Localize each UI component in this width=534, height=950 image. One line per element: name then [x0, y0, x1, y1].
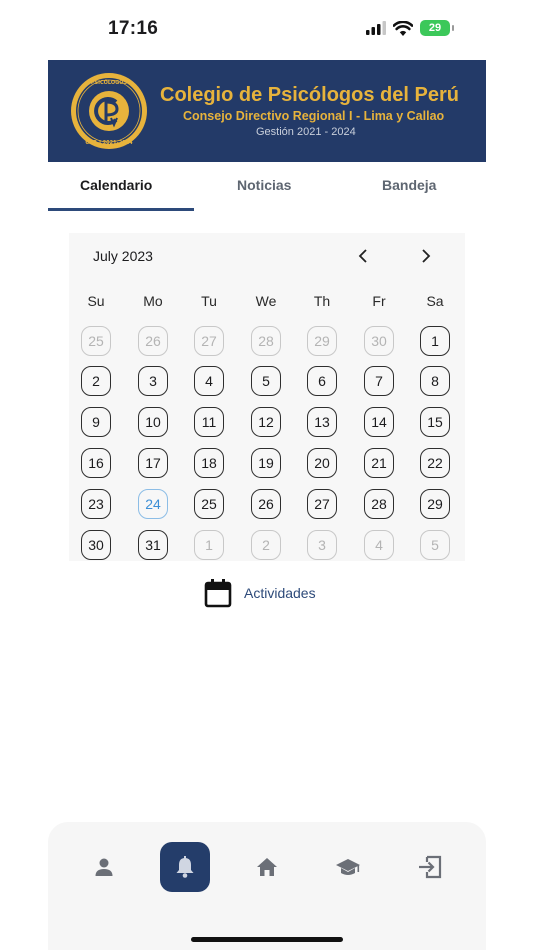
calendar-day[interactable]: 30 — [81, 530, 111, 560]
calendar-day-outside-month[interactable]: 4 — [364, 530, 394, 560]
calendar-day-today[interactable]: 24 — [138, 489, 168, 519]
weekday-label: Th — [313, 293, 331, 309]
calendar-day[interactable]: 29 — [420, 489, 450, 519]
calendar-day[interactable]: 8 — [420, 366, 450, 396]
banner-title: Colegio de Psicólogos del Perú — [160, 84, 459, 106]
calendar-day[interactable]: 31 — [138, 530, 168, 560]
chevron-left-icon — [358, 249, 368, 263]
logout-icon — [417, 854, 443, 880]
cellular-signal-icon — [366, 21, 386, 35]
wifi-icon — [393, 21, 413, 36]
calendar-day[interactable]: 23 — [81, 489, 111, 519]
calendar-day-outside-month[interactable]: 26 — [138, 326, 168, 356]
calendar-icon — [204, 578, 232, 608]
calendar-day[interactable]: 10 — [138, 407, 168, 437]
person-icon — [94, 857, 114, 877]
weekday-label: Sa — [426, 293, 444, 309]
nav-notifications-button[interactable] — [160, 842, 210, 892]
graduation-cap-icon — [335, 857, 361, 877]
calendar-day[interactable]: 4 — [194, 366, 224, 396]
weekday-label: Mo — [143, 293, 163, 309]
calendar-day-outside-month[interactable]: 1 — [194, 530, 224, 560]
calendar-day[interactable]: 11 — [194, 407, 224, 437]
calendar-day[interactable]: 20 — [307, 448, 337, 478]
calendar-day[interactable]: 1 — [420, 326, 450, 356]
calendar-day-outside-month[interactable]: 2 — [251, 530, 281, 560]
calendar-day[interactable]: 26 — [251, 489, 281, 519]
battery-indicator: 29 — [420, 20, 450, 36]
svg-text:CDR-I 2021-2024: CDR-I 2021-2024 — [85, 140, 133, 146]
calendar-day-outside-month[interactable]: 29 — [307, 326, 337, 356]
calendar-day-outside-month[interactable]: 3 — [307, 530, 337, 560]
calendar-day[interactable]: 14 — [364, 407, 394, 437]
calendar-day[interactable]: 22 — [420, 448, 450, 478]
calendar-day-outside-month[interactable]: 5 — [420, 530, 450, 560]
calendar-day[interactable]: 7 — [364, 366, 394, 396]
banner-subtitle: Consejo Directivo Regional I - Lima y Callao — [183, 109, 445, 123]
calendar-day[interactable]: 13 — [307, 407, 337, 437]
tab-bandeja[interactable]: Bandeja — [382, 177, 437, 193]
tab-noticias[interactable]: Noticias — [237, 177, 292, 193]
calendar-day[interactable]: 25 — [194, 489, 224, 519]
calendar-day[interactable]: 16 — [81, 448, 111, 478]
next-month-button[interactable] — [416, 245, 436, 267]
calendar-day[interactable]: 21 — [364, 448, 394, 478]
nav-education-button[interactable] — [323, 842, 373, 892]
calendar-day[interactable]: 3 — [138, 366, 168, 396]
home-icon — [256, 857, 278, 877]
activities-label: Actividades — [244, 585, 316, 601]
calendar — [69, 233, 465, 561]
college-logo-icon — [70, 72, 148, 150]
calendar-day[interactable]: 18 — [194, 448, 224, 478]
activities-link[interactable] — [204, 578, 316, 608]
nav-profile-button[interactable] — [79, 842, 129, 892]
calendar-day-outside-month[interactable]: 28 — [251, 326, 281, 356]
calendar-day[interactable]: 19 — [251, 448, 281, 478]
active-tab-indicator — [48, 208, 194, 211]
calendar-day[interactable]: 6 — [307, 366, 337, 396]
calendar-day[interactable]: 2 — [81, 366, 111, 396]
status-bar — [0, 0, 534, 60]
bottom-navigation — [48, 822, 486, 950]
status-icons — [366, 20, 450, 36]
calendar-day[interactable]: 5 — [251, 366, 281, 396]
header-banner — [48, 60, 486, 162]
banner-period: Gestión 2021 - 2024 — [256, 126, 356, 138]
calendar-day-outside-month[interactable]: 30 — [364, 326, 394, 356]
status-time: 17:16 — [108, 18, 159, 39]
weekday-label: Fr — [372, 293, 386, 309]
calendar-day[interactable]: 15 — [420, 407, 450, 437]
home-indicator — [191, 937, 343, 942]
calendar-day-outside-month[interactable]: 27 — [194, 326, 224, 356]
nav-home-button[interactable] — [242, 842, 292, 892]
bell-icon — [175, 856, 195, 878]
weekday-label: Tu — [201, 293, 217, 309]
calendar-day-outside-month[interactable]: 25 — [81, 326, 111, 356]
calendar-day[interactable]: 28 — [364, 489, 394, 519]
tab-bar — [48, 162, 486, 212]
calendar-day[interactable]: 12 — [251, 407, 281, 437]
calendar-month-label: July 2023 — [93, 248, 153, 264]
calendar-day[interactable]: 9 — [81, 407, 111, 437]
chevron-right-icon — [421, 249, 431, 263]
weekday-label: We — [255, 293, 277, 309]
weekday-label: Su — [87, 293, 105, 309]
svg-text:· PSICÓLOGOS ·: · PSICÓLOGOS · — [87, 80, 131, 86]
previous-month-button[interactable] — [353, 245, 373, 267]
nav-logout-button[interactable] — [405, 842, 455, 892]
calendar-day[interactable]: 17 — [138, 448, 168, 478]
tab-calendario[interactable]: Calendario — [80, 177, 153, 193]
calendar-day[interactable]: 27 — [307, 489, 337, 519]
